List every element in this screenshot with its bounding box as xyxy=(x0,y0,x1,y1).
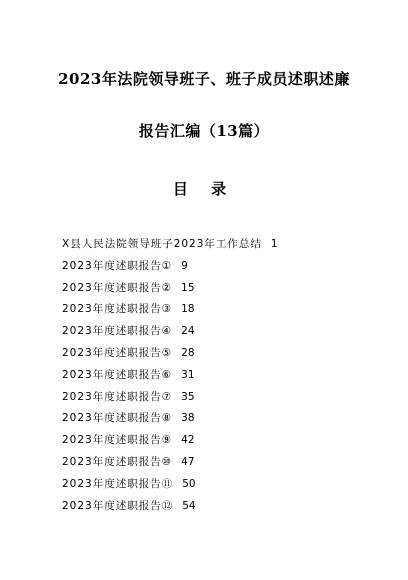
toc-entry-title: 2023年度述职报告⑨ xyxy=(62,434,173,447)
toc-entry-page-number: 15 xyxy=(181,281,195,294)
toc-entry-page-number: 31 xyxy=(181,368,195,381)
toc-entry-page-number: 47 xyxy=(181,455,195,468)
toc-entry-title: 2023年度述职报告③ xyxy=(62,303,173,316)
toc-entry-page-number: 38 xyxy=(181,412,195,425)
toc-entry-page-number: 1 xyxy=(270,238,278,250)
toc-entry[interactable] xyxy=(62,299,278,321)
toc-entry-title: 2023年度述职报告⑦ xyxy=(62,390,173,403)
toc-entry[interactable] xyxy=(62,474,278,496)
toc-entry-title: 2023年度述职报告⑩ xyxy=(62,455,173,468)
toc-entry[interactable] xyxy=(62,321,278,343)
toc-entry-page-number: 35 xyxy=(181,390,195,403)
toc-entry-page-number: 18 xyxy=(181,303,195,316)
toc-entry[interactable] xyxy=(62,365,278,387)
toc-entry[interactable] xyxy=(62,496,278,518)
toc-entry[interactable] xyxy=(62,408,278,430)
toc-entry-page-number: 42 xyxy=(181,434,195,447)
toc-entry-title: X县人民法院领导班子2023年工作总结 xyxy=(62,238,262,250)
table-of-contents xyxy=(62,234,278,517)
toc-entry[interactable] xyxy=(62,278,278,300)
toc-entry-title: 2023年度述职报告② xyxy=(62,281,173,294)
toc-entry[interactable] xyxy=(62,256,278,278)
toc-entry-page-number: 54 xyxy=(182,499,196,512)
toc-entry[interactable] xyxy=(62,430,278,452)
toc-entry-page-number: 50 xyxy=(182,477,196,490)
toc-entry-page-number: 24 xyxy=(181,325,195,338)
toc-heading: 目 录 xyxy=(172,180,236,198)
toc-entry-title: 2023年度述职报告⑪ xyxy=(62,477,174,490)
toc-entry-title: 2023年度述职报告④ xyxy=(62,325,173,338)
toc-entry-title: 2023年度述职报告⑤ xyxy=(62,346,173,359)
toc-entry-page-number: 28 xyxy=(181,346,195,359)
toc-entry[interactable] xyxy=(62,387,278,409)
toc-entry[interactable] xyxy=(62,343,278,365)
toc-entry[interactable] xyxy=(62,234,278,256)
document-title-line-2: 报告汇编（13篇） xyxy=(138,122,270,140)
toc-entry-title: 2023年度述职报告⑧ xyxy=(62,412,173,425)
toc-entry-title: 2023年度述职报告① xyxy=(62,259,173,272)
toc-entry[interactable] xyxy=(62,452,278,474)
toc-entry-title: 2023年度述职报告⑫ xyxy=(62,499,174,512)
toc-entry-page-number: 9 xyxy=(181,259,188,272)
toc-entry-title: 2023年度述职报告⑥ xyxy=(62,368,173,381)
document-title-line-1: 2023年法院领导班子、班子成员述职述廉 xyxy=(58,70,350,88)
